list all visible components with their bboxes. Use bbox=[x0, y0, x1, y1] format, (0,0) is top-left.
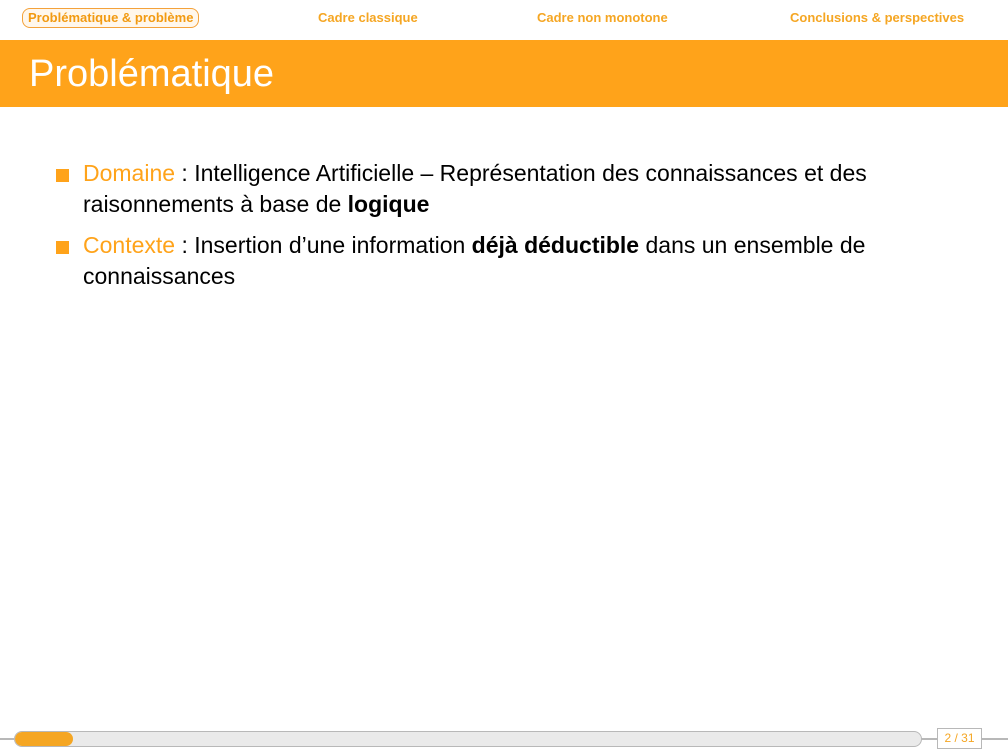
progress-bar-fill bbox=[15, 732, 73, 746]
bullet-square-icon bbox=[56, 169, 69, 182]
bullet-keyword: Contexte bbox=[83, 232, 176, 258]
slide-title: Problématique bbox=[29, 53, 275, 95]
nav-section-cadre-non-monotone[interactable]: Cadre non monotone bbox=[537, 10, 668, 25]
bullet-bold-text: logique bbox=[347, 191, 430, 217]
nav-section-conclusions[interactable]: Conclusions & perspectives bbox=[790, 10, 965, 25]
section-navigation bbox=[0, 0, 1008, 40]
bullet-item-domaine bbox=[56, 158, 956, 220]
bullet-square-icon bbox=[56, 241, 69, 254]
progress-line-right bbox=[921, 738, 937, 740]
progress-line-left bbox=[0, 738, 14, 740]
nav-section-problematique[interactable]: Problématique & problème bbox=[22, 8, 199, 28]
page-counter: 2 / 31 bbox=[937, 728, 982, 749]
bullet-text-tail: dans un ensemble de connaissances bbox=[83, 232, 866, 289]
bullet-text: : Intelligence Artificielle – Représentation des connaissances et des raisonnements à base de bbox=[83, 160, 867, 217]
bullet-bold-text: déjà déductible bbox=[471, 232, 640, 258]
progress-bar[interactable] bbox=[14, 731, 922, 747]
slide-content bbox=[56, 158, 956, 302]
bullet-item-contexte bbox=[56, 230, 956, 292]
bullet-text: : Insertion d’une information bbox=[175, 232, 472, 258]
title-band bbox=[0, 40, 1008, 107]
progress-line-end bbox=[982, 738, 1008, 740]
bullet-keyword: Domaine bbox=[83, 160, 176, 186]
nav-section-cadre-classique[interactable]: Cadre classique bbox=[318, 10, 418, 25]
